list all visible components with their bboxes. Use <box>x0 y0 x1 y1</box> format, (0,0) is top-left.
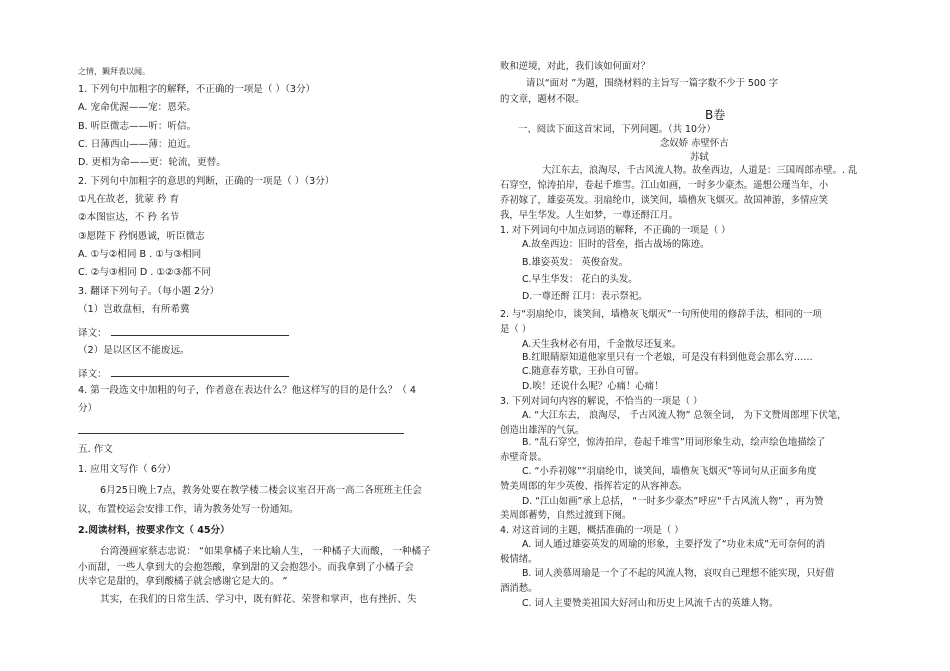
text-line: 的文章，题材不限。 <box>500 94 585 105</box>
option-c: C. 词人主要赞美祖国大好河山和历史上风流千古的英雄人物。 <box>522 598 779 609</box>
question-4-cont: 分） <box>78 403 98 414</box>
option-a: A. “大江东去， 浪淘尽， 千古风流人物” 总领全词， 为下文赞周郎埋下伏笔， <box>522 410 847 421</box>
question-2-cont: 是（ ） <box>500 324 532 335</box>
text-line: 创造出雄浑的气氛。 <box>500 425 585 436</box>
option-b: B.红眼睛原知道他家里只有一个老娘，可是没有料到他竟会那么穷…… <box>522 352 813 363</box>
sentence-3: ③愿陛下 矜悯愚诚，听臣微志 <box>78 231 205 242</box>
poem-author: 苏轼 <box>690 152 709 163</box>
poem-line: 大江东去，浪淘尽，千古风流人物。故垒西边，人道是：三国周郎赤壁。. 乱 <box>542 165 858 176</box>
option-b: B. “乱石穿空，惊涛拍岸，卷起千堆雪”用词形象生动，绘声绘色地描绘了 <box>522 437 826 448</box>
question-2: 2. 与“羽扇纶巾，谈笑间，墙橹灰飞烟灭”一句所使用的修辞手法，相同的一项 <box>500 309 822 320</box>
answer-line[interactable] <box>78 424 404 438</box>
question-1: 1. 对下列词句中加点词语的解释，不正确的一项是（ ） <box>500 225 731 236</box>
option-b: B.雄姿英发： 英俊奋发。 <box>522 257 629 268</box>
option-a: A.故垒西边：旧时的营垒，指古战场的陈迹。 <box>522 239 710 250</box>
text-line: 之情，覲拜表以闻。 <box>78 67 150 76</box>
question-4: 4. 第一段选文中加粗的句子，作者意在表达什么？他这样写的目的是什么？（ 4 <box>78 385 416 396</box>
section-heading: 五. 作文 <box>78 444 113 455</box>
option-c: C. 日薄西山——薄：迫近。 <box>78 139 197 150</box>
text-line: 赤壁奇景。 <box>500 452 547 463</box>
question-4: 4. 对这首词的主题，概括准确的一项是（ ） <box>500 525 684 536</box>
section-title: B卷 <box>705 108 726 122</box>
option-c: C. “小乔初嫁”“羽扇纶巾，谈笑间，墙橹灰飞烟灭”等词句从正面多角度 <box>522 466 817 477</box>
option-c: C.早生华发： 花白的头发。 <box>522 274 638 285</box>
sentence-1: ①凡在故老，犹蒙 矜 育 <box>78 194 180 205</box>
text-line: 庆幸它是甜的，拿到酸橘子就会感谢它是大的。 ” <box>78 576 288 587</box>
question-1: 1. 下列句中加粗字的解释，不正确的一项是（ ）（3分） <box>78 84 316 95</box>
answer-blank[interactable] <box>111 326 289 336</box>
options-ab: A. ①与②相同 B . ①与③相同 <box>78 249 202 260</box>
text-line: 赞美周郎的年少英俊、指挥若定的从容神态。 <box>500 481 688 492</box>
section-instruction: 一、阅读下面这首宋词，下列问题。（共 10分） <box>518 124 716 135</box>
essay-1-title: 1. 应用文写作（ 6分） <box>78 464 177 475</box>
poem-title: 念奴娇 赤壁怀古 <box>660 138 729 149</box>
translate-1: （1）岂敢盘桓，有所希冀 <box>78 304 190 315</box>
text-line: 美周郎蓄势，自然过渡到下阕。 <box>500 510 632 521</box>
option-c: C.随意春芳歇，王孙自可留。 <box>522 366 645 377</box>
option-a: A.天生我材必有用，千金散尽还复来。 <box>522 339 682 350</box>
option-a: A. 词人通过雄姿英发的周瑜的形象，主要抒发了“功业未成”无可奈何的消 <box>522 539 826 550</box>
option-d: D. 更相为命——更：轮流，更替。 <box>78 157 226 168</box>
text-line: 议，布置校运会安排工作，请为教务处写一份通知。 <box>78 504 299 515</box>
option-d: D.一尊还酹 江月：表示祭祀。 <box>522 291 648 302</box>
option-b: B. 词人羡慕周瑜是一个了不起的风流人物，哀叹自己理想不能实现，只好借 <box>522 568 835 579</box>
text-line: 败和逆境，对此，我们该如何面对？ <box>500 61 651 72</box>
answer-label-2: 译文： <box>78 367 289 381</box>
answer-blank[interactable] <box>78 424 404 434</box>
essay-2-title: 2.阅读材料，按要求作文（ 45分） <box>78 525 230 536</box>
answer-blank[interactable] <box>111 367 289 377</box>
question-2: 2. 下列句中加粗字的意思的判断，正确的一项是（ ）（3分） <box>78 176 335 187</box>
sentence-2: ②本图宦达，不 矜 名节 <box>78 212 180 223</box>
options-cd: C. ②与③相同 D . ①②③都不同 <box>78 267 211 278</box>
text-line: 小而甜，一些人拿到大的会抱怨酸，拿到甜的又会抱怨小。而我拿到了小橘子会 <box>78 562 414 573</box>
translate-2: （2）是以区区不能废远。 <box>78 345 190 356</box>
text-line: 极情绪。 <box>500 554 538 565</box>
option-d: D. “江山如画”承上总括， “一时多少豪杰”呼应“千古风流人物” ，再为赞 <box>522 496 824 507</box>
question-3: 3. 翻译下列句子。（每小题 2分） <box>78 286 220 297</box>
poem-line: 乔初嫁了，雄姿英发。羽扇纶巾，谈笑间，墙橹灰飞烟灭。故国神游，多情应笑 <box>500 195 829 206</box>
option-b: B. 听臣微志——听：听信。 <box>78 121 197 132</box>
option-a: A. 宠命优渥——宠：恩荣。 <box>78 102 197 113</box>
question-3: 3. 下列对词句内容的解说，不恰当的一项是（ ） <box>500 396 703 407</box>
text-line: 酒消愁。 <box>500 583 538 594</box>
option-d: D.唉！还说什么呢？心痛！心痛！ <box>522 381 664 392</box>
essay-prompt: 请以“面对 ”为题，围绕材料的主旨写一篇字数不少于 500 字 <box>526 78 779 89</box>
text-line: 6月25日晚上7点，教务处要在教学楼二楼会议室召开高一高二各班班主任会 <box>100 485 422 496</box>
text-line: 其实，在我们的日常生活、学习中，既有鲜花、荣誉和掌声，也有挫折、失 <box>100 594 417 605</box>
poem-line: 我，早生华发。人生如梦，一尊还酹江月。 <box>500 210 679 221</box>
text-line: 台湾漫画家蔡志忠说： “如果拿橘子来比喻人生， 一种橘子大而酸， 一种橘子 <box>100 546 431 557</box>
answer-label-1: 译文： <box>78 326 289 340</box>
poem-line: 石穿空，惊涛拍岸，卷起千堆雪。江山如画，一时多少豪杰。遥想公瑾当年，小 <box>500 180 829 191</box>
